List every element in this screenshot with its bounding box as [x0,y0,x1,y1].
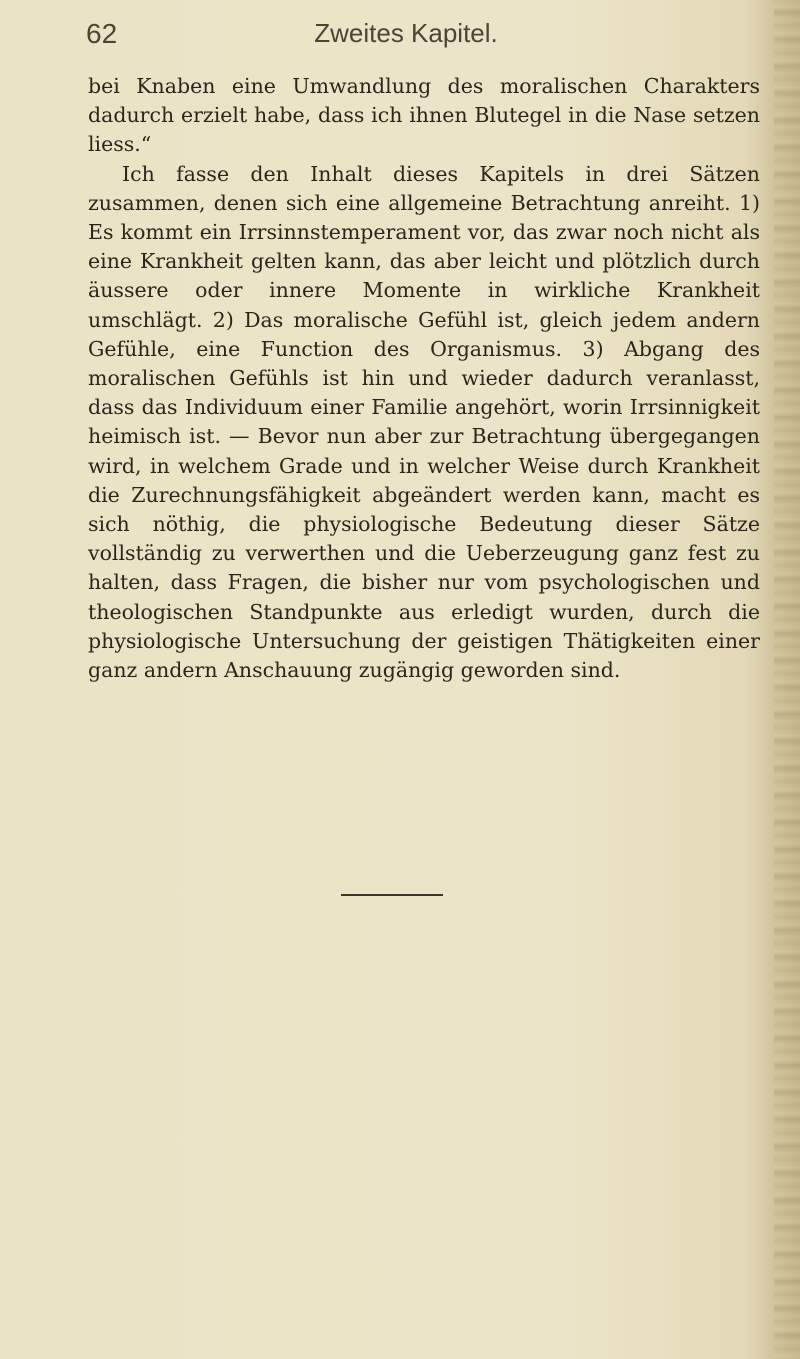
paragraph-summary: Ich fasse den Inhalt dieses Kapitels in drei Sätzen zusammen, denen sich eine allgemeine Betrachtung anreiht. 1) Es kommt ein Irrsinnstemperament vor, das zwar noch nicht als eine Krankheit gelten kann, das aber leicht und plötzlich durch äussere oder innere Momente in wirkliche Krankheit umschlägt. 2) Das moralische Gefühl ist, gleich jedem andern Gefühle, eine Function des Organismus. 3) Abgang des moralischen Gefühls ist hin und wieder dadurch veranlasst, dass das Individuum einer Familie angehört, worin Irrsinnigkeit heimisch ist. — Bevor nun aber zur Betrachtung übergegangen wird, in welchem Grade und in welcher Weise durch Krankheit die Zurechnungsfähigkeit abgeändert werden kann, macht es sich nöthig, die physiologische Bedeutung dieser Sätze vollständig zu verwerthen und die Ueberzeugung ganz fest zu halten, dass Fragen, die bisher nur vom psychologischen und theologischen Standpunkte aus erledigt wurden, durch die physiologische Untersuchung der geistigen Thätigkeiten einer ganz andern Anschauung zugängig geworden sind. [88,161,760,683]
running-head: Zweites Kapitel. [314,18,498,48]
body-text [88,72,760,685]
page-edge [774,0,800,1359]
page-header [86,18,726,58]
section-end-rule [341,894,443,896]
paragraph-continuation: bei Knaben eine Umwandlung des moralischen Charakters dadurch erzielt habe, dass ich ihnen Blutegel in die Nase setzen liess.“ [88,74,760,157]
page-number: 62 [86,18,118,49]
